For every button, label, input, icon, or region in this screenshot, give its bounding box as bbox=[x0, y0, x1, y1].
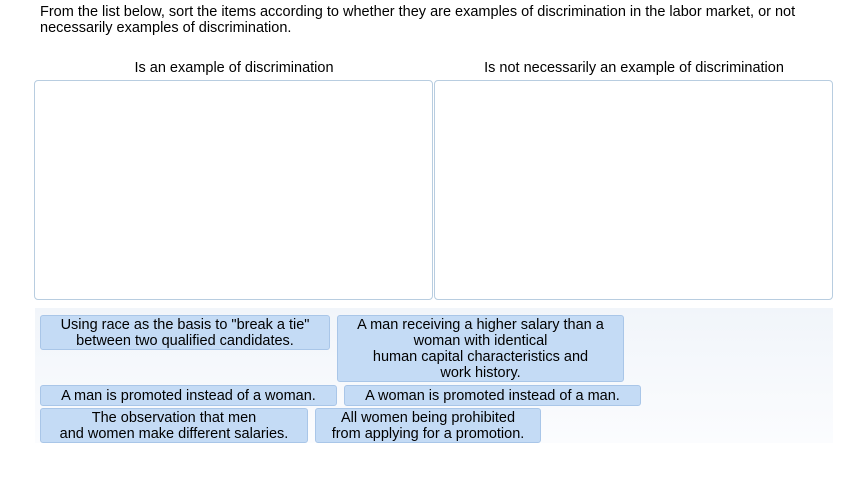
bin-heading-not-discrimination: Is not necessarily an example of discrimination bbox=[484, 60, 784, 76]
drag-item-race-tie-break[interactable]: Using race as the basis to "break a tie" between two qualified candidates. bbox=[40, 315, 330, 350]
drop-zone-not-discrimination[interactable] bbox=[434, 80, 833, 300]
drag-item-women-prohibited[interactable]: All women being prohibited from applying for a promotion. bbox=[315, 408, 541, 443]
drag-item-woman-promoted[interactable]: A woman is promoted instead of a man. bbox=[344, 385, 641, 406]
bin-heading-discrimination: Is an example of discrimination bbox=[134, 60, 334, 76]
drag-item-man-higher-salary[interactable]: A man receiving a higher salary than a woman with identical human capital characteristics and work history. bbox=[337, 315, 624, 382]
instructions-text: From the list below, sort the items according to whether they are examples of discrimination in the labor market, or not necessarily examples of discrimination. bbox=[40, 4, 796, 36]
drop-zone-discrimination[interactable] bbox=[34, 80, 433, 300]
drag-item-man-promoted[interactable]: A man is promoted instead of a woman. bbox=[40, 385, 337, 406]
drag-item-different-salaries[interactable]: The observation that men and women make different salaries. bbox=[40, 408, 308, 443]
